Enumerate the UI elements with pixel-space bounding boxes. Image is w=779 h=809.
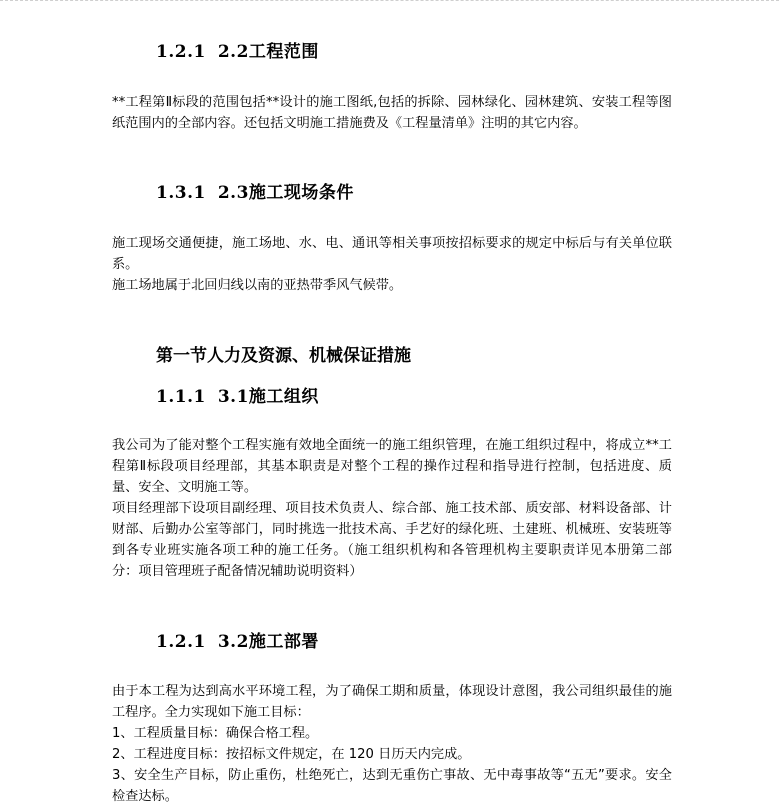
section-heading-3-2	[156, 631, 319, 653]
section-heading-2-2	[156, 41, 319, 63]
chapter-title: 第一节人力及资源、机械保证措施	[156, 346, 411, 366]
paragraph: 施工场地属于北回归线以南的亚热带季风气候带。	[112, 278, 403, 293]
section-title: 3.2施工部署	[217, 632, 319, 652]
section-title: 2.3施工现场条件	[217, 183, 354, 203]
list-item: 3、安全生产目标，防止重伤，杜绝死亡，达到无重伤亡事故、无中毒事故等“五无”要求。安全检查达标。	[112, 768, 672, 804]
section-title: 2.2工程范围	[217, 42, 319, 62]
paragraph: **工程第Ⅱ标段的范围包括**设计的施工图纸,包括的拆除、园林绿化、园林建筑、安装工程等图纸范围内的全部内容。还包括文明施工措施费及《工程量清单》注明的其它内容。	[112, 95, 672, 131]
section-number: 1.3.1	[156, 183, 206, 203]
paragraph: 项目经理部下设项目副经理、项目技术负责人、综合部、施工技术部、质安部、材料设备部、计财部、后勤办公室等部门，同时挑选一批技术高、手艺好的绿化班、土建班、机械班、安装班等到各专业班实施各项工种的施工任务。（施工组织机构和各管理机构主要职责详见本册第二部分：项目管理班子配备情况辅助说明资料）	[112, 501, 672, 579]
section-heading-3-1	[156, 386, 319, 408]
section-number: 1.2.1	[156, 632, 206, 652]
section-body-3-2	[112, 681, 672, 807]
section-number: 1.2.1	[156, 42, 206, 62]
section-body-2-3	[112, 233, 672, 296]
page-top-edge	[0, 0, 779, 3]
list-item: 1、工程质量目标：确保合格工程。	[112, 726, 319, 741]
paragraph: 由于本工程为达到高水平环境工程，为了确保工期和质量，体现设计意图，我公司组织最佳的施工程序。全力实现如下施工目标：	[112, 684, 672, 720]
paragraph: 我公司为了能对整个工程实施有效地全面统一的施工组织管理，在施工组织过程中，将成立**工程第Ⅱ标段项目经理部，其基本职责是对整个工程的操作过程和指导进行控制，包括进度、质量、安全、文明施工等。	[112, 438, 672, 495]
list-item: 2、工程进度目标：按招标文件规定，在 120 日历天内完成。	[112, 747, 471, 762]
section-body-2-2	[112, 92, 672, 134]
section-body-3-1	[112, 435, 672, 582]
section-title: 3.1施工组织	[217, 387, 319, 407]
paragraph: 施工现场交通便捷，施工场地、水、电、通讯等相关事项按招标要求的规定中标后与有关单位联系。	[112, 236, 672, 272]
chapter-heading	[156, 345, 411, 367]
section-number: 1.1.1	[156, 387, 206, 407]
section-heading-2-3	[156, 182, 354, 204]
